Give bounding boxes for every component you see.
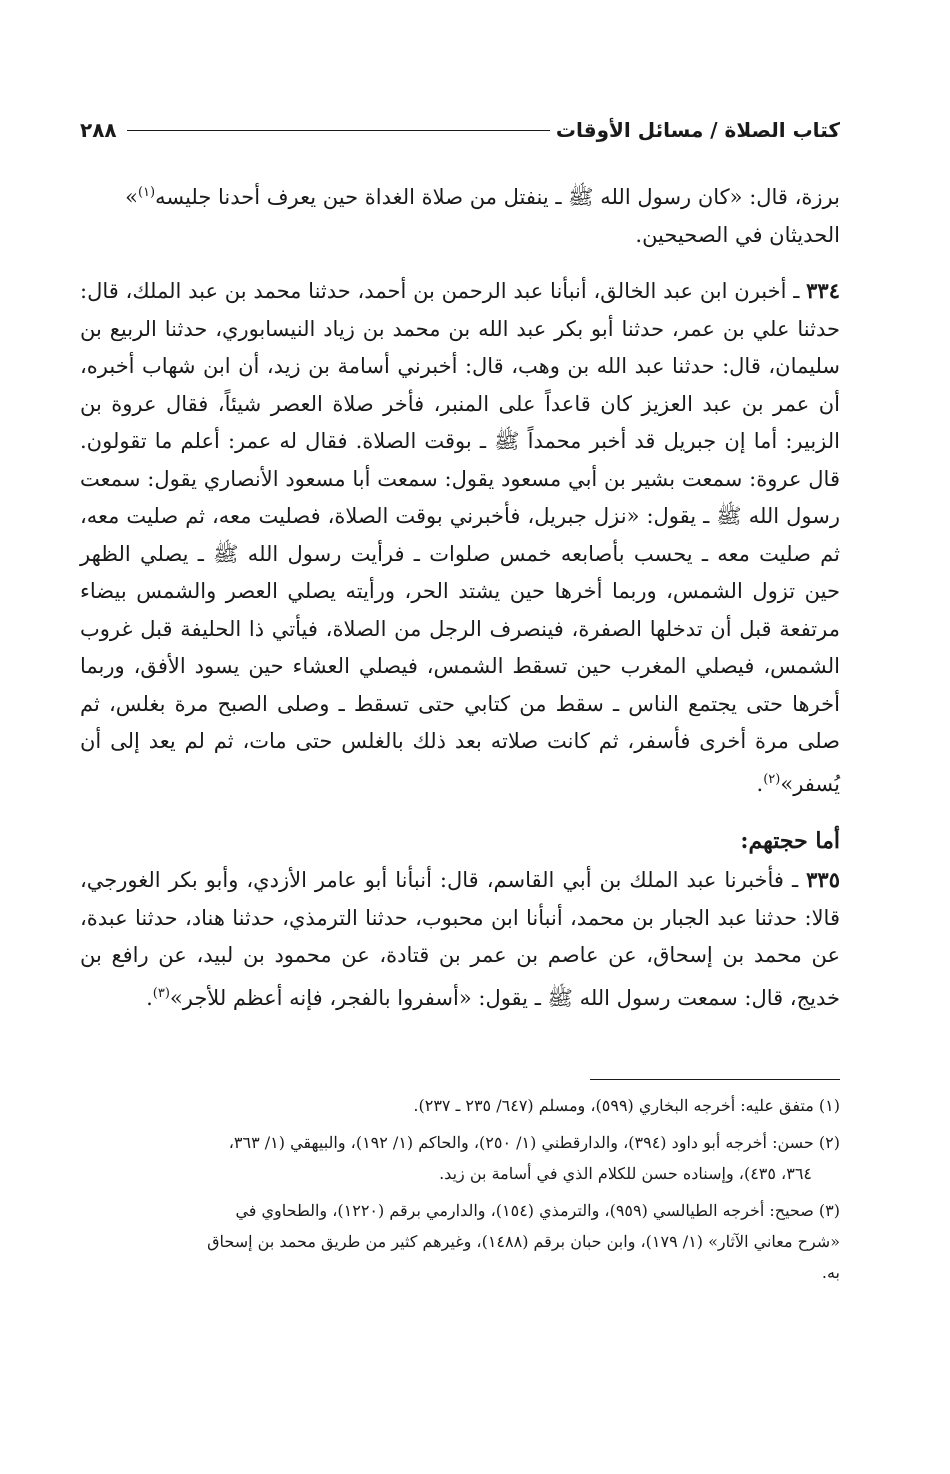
footnote-ref-3[interactable]: (٣): [152, 985, 170, 1001]
hadith-335-end: .: [146, 985, 153, 1010]
hadith-334-text: ـ أخبرن ابن عبد الخالق، أنبأنا عبد الرحمن بن أحمد، حدثنا محمد بن عبد الملك، قال: حدثنا علي بن عمر، حدثنا أبو بكر عبد الله بن محمد بن زياد النيسابوري، حدثنا الربيع بن سليمان، قال: حدثنا عبد الله بن وهب، قال: أخبرني أسامة بن زيد، أن ابن شهاب أخبره، أن عمر بن عبد العزيز كان قاعداً على المنبر، فأخر صلاة العصر شيئاً، فقال عروة بن الزبير: أما إن جبريل قد أخبر محمداً ﷺ ـ بوقت الصلاة. فقال له عمر: أعلم ما تقولون. قال عروة: سمعت بشير بن أبي مسعود يقول: سمعت أبا مسعود الأنصاري يقول: سمعت رسول الله ﷺ ـ يقول: «نزل جبريل، فأخبرني بوقت الصلاة، فصليت معه، ثم صليت معه، ثم صليت معه ـ يحسب بأصابعه خمس صلوات ـ فرأيت رسول الله ﷺ ـ يصلي الظهر حين تزول الشمس، وربما أخرها حين يشتد الحر، ورأيته يصلي العصر والشمس بيضاء مرتفعة قبل أن تدخلها الصفرة، فينصرف الرجل من الصلاة، فيأتي ذا الحليفة قبل غروب الشمس، فيصلي المغرب حين تسقط الشمس، فيصلي العشاء حين يسود الأفق، وربما أخرها حتى يجتمع الناس ـ سقط من كتابي حتى تسقط ـ وصلى الصبح مرة بغلس، ثم صلى مرة أخرى فأسفر، ثم كانت صلاته بعد ذلك بالغلس حتى مات، ثم لم يعد إلى أن يُسفر»: [80, 279, 840, 796]
footnote-ref-2[interactable]: (٢): [763, 771, 781, 787]
page-number: ٢٨٨: [80, 118, 117, 142]
footnote-3-line-2: «شرح معاني الآثار» (١/ ١٧٩)، وابن حبان برقم (١٤٨٨)، وغيرهم كثير من طريق محمد بن إسحاق: [207, 1232, 840, 1251]
hadith-335-paragraph: [80, 861, 840, 1017]
running-title: كتاب الصلاة / مسائل الأوقات: [555, 118, 840, 142]
hadith-334-paragraph: [80, 272, 840, 803]
hadith-number-334: ٣٣٤: [806, 278, 840, 303]
running-header: [80, 110, 840, 150]
book-page: [80, 110, 840, 1294]
footnote-2-line-1: (٢) حسن: أخرجه أبو داود (٣٩٤)، والدارقطني (١/ ٢٥٠)، والحاكم (١/ ١٩٢)، والبيهقي (١/ ٣٦٣،: [228, 1133, 840, 1152]
intro-line-2-text: الحديثان في الصحيحين.: [635, 222, 840, 247]
header-rule: [127, 130, 550, 131]
footnotes: [80, 1090, 840, 1288]
hadith-number-335: ٣٣٥: [806, 867, 840, 892]
footnote-3: [80, 1195, 840, 1288]
hadith-335-text: ـ فأخبرنا عبد الملك بن أبي القاسم، قال: أنبأنا أبو عامر الأزدي، وأبو بكر الغورجي، قالا: حدثنا عبد الجبار بن محمد، أنبأنا ابن محبوب، حدثنا الترمذي، حدثنا هناد، حدثنا عبدة، عن محمد بن إسحاق، عن عاصم بن عمر بن قتادة، عن محمود بن لبيد، عن رافع بن خديج، قال: سمعت رسول الله ﷺ ـ يقول: «أسفروا بالفجر، فإنه أعظم للأجر»: [80, 868, 840, 1010]
footnote-1: (١) متفق عليه: أخرجه البخاري (٥٩٩)، ومسلم (٦٤٧/ ٢٣٥ ـ ٢٣٧).: [413, 1096, 840, 1115]
intro-paragraph: [80, 174, 840, 217]
footnote-separator: [590, 1079, 840, 1080]
footnote-2-line-2: ٣٦٤، ٤٣٥)، وإسناده حسن للكلام الذي في أسامة بن زيد.: [439, 1164, 812, 1183]
footnote-2: [80, 1127, 840, 1189]
footnote-3-line-3: به.: [821, 1263, 840, 1282]
hadith-334-end: .: [756, 771, 764, 796]
intro-text: برزة، قال: «كان رسول الله ﷺ ـ ينفتل من صلاة الغداة حين يعرف أحدنا جليسه: [155, 185, 840, 209]
main-text: [80, 174, 840, 1017]
intro-line-2: [80, 217, 840, 255]
footnote-ref-1[interactable]: (١): [137, 185, 156, 200]
section-heading: أما حجتهم:: [740, 828, 840, 854]
footnote-3-line-1: (٣) صحيح: أخرجه الطيالسي (٩٥٩)، والترمذي (١٥٤)، والدارمي برقم (١٢٢٠)، والطحاوي في: [235, 1201, 840, 1220]
quote-close: »: [125, 185, 138, 209]
